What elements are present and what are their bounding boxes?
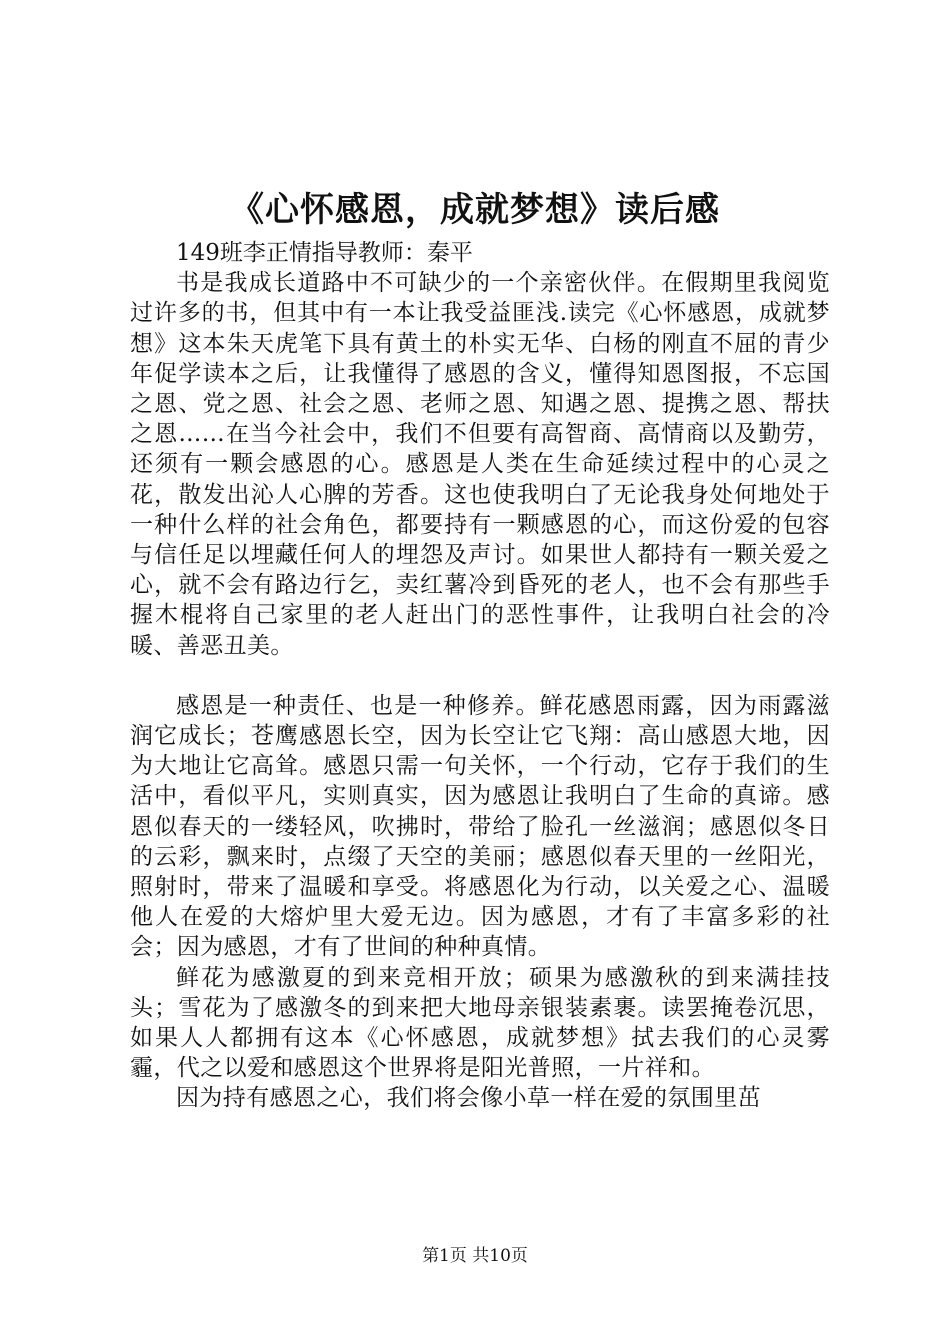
document-title: 《心怀感恩，成就梦想》读后感 [230, 190, 720, 230]
document-body [130, 238, 830, 1114]
paragraph: 感恩是一种责任、也是一种修养。鲜花感恩雨露，因为雨露滋润它成长；苍鹰感恩长空，因为长空让它飞翔：高山感恩大地，因为大地让它高耸。感恩只需一句关怀，一个行动，它存于我们的生活中，看似平凡，实则真实，因为感恩让我明白了生命的真谛。感恩似春天的一缕轻风，吹拂时，带给了脸孔一丝滋润；感恩似冬日的云彩，飘来时，点缀了天空的美丽；感恩似春天里的一丝阳光，照射时，带来了温暖和享受。将感恩化为行动，以关爱之心、温暖他人在爱的大熔炉里大爱无边。因为感恩，才有了丰富多彩的社会；因为感恩，才有了世间的种种真情。 [130, 692, 830, 961]
author-line: 149班李正情指导教师：秦平 [176, 240, 473, 266]
page-footer: 第1页 共10页 [422, 1246, 528, 1266]
paragraph: 鲜花为感激夏的到来竞相开放；硕果为感激秋的到来满挂技头；雪花为了感激冬的到来把大地母亲银装素裹。读罢掩卷沉思，如果人人都拥有这本《心怀感恩，成就梦想》拭去我们的心灵雾霾，代之以爱和感恩这个世界将是阳光普照，一片祥和。 [130, 964, 830, 1082]
paragraph: 因为持有感恩之心，我们将会像小草一样在爱的氛围里茁 [176, 1085, 761, 1112]
paragraph: 书是我成长道路中不可缺少的一个亲密伙伴。在假期里我阅览过许多的书，但其中有一本让我受益匪浅.读完《心怀感恩，成就梦想》这本朱天虎笔下具有黄土的朴实无华、白杨的刚直不屈的青少年促学读本之后，让我懂得了感恩的含义，懂得知恩图报，不忘国之恩、党之恩、社会之恩、老师之恩、知遇之恩、提携之恩、帮扶之恩……在当今社会中，我们不但要有高智商、高情商以及勤劳，还须有一颗会感恩的心。感恩是人类在生命延续过程中的心灵之花，散发出沁人心脾的芳香。这也使我明白了无论我身处何地处于一种什么样的社会角色，都要持有一颗感恩的心，而这份爱的包容与信任足以埋藏任何人的埋怨及声讨。如果世人都持有一颗关爱之心，就不会有路边行乞，卖红薯冷到昏死的老人，也不会有那些手握木棍将自己家里的老人赶出门的恶性事件，让我明白社会的冷暖、善恶丑美。 [130, 270, 830, 659]
paragraph-gap [130, 661, 830, 691]
